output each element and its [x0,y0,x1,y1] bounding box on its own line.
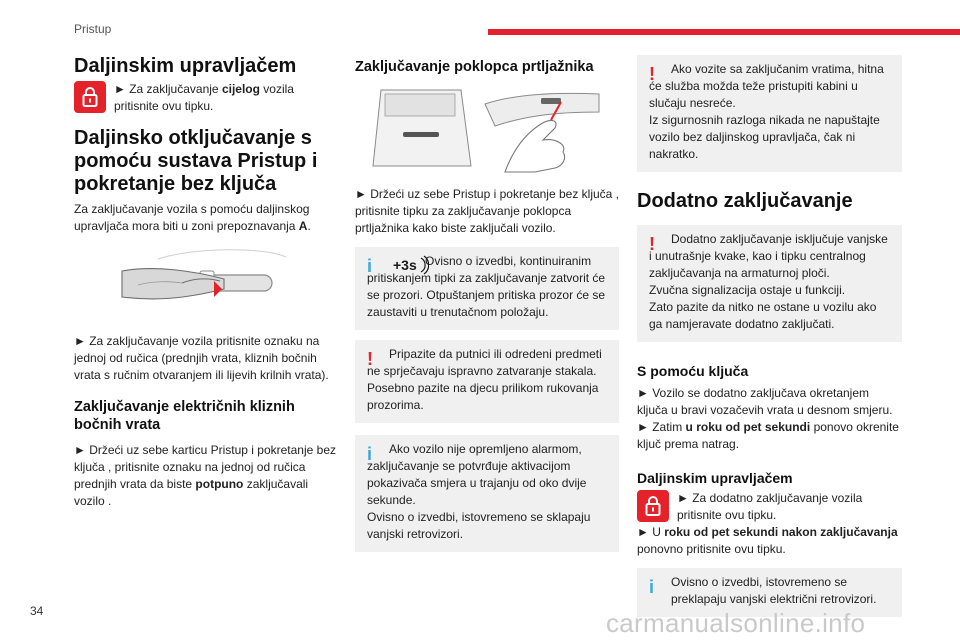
warning-deadlock-text-1: Dodatno zaključavanje isključuje vanjske i unutrašnje kvake, kao i tipku centralnog zaključavanja na armaturnoj ploči. [649,232,888,280]
padlock-icon [74,81,106,113]
warning-icon: ! [649,234,655,254]
info-icon: i [649,577,655,597]
warning-icon: ! [649,64,655,84]
remote2-paragraph-1: ► Za dodatno zaključavanje vozila pritisnite ovu tipku. [677,491,863,522]
keyless-paragraph-2: ► Za zaključavanje vozila pritisnite oznaku na jednoj od ručica (prednjih vrata, kliznih bočnih vrata s ručnim otvaranjem ili lijevih krilnih vrata). [74,334,329,382]
warning-icon: ! [367,349,373,369]
info-icon: i [367,256,373,276]
warning-box-deadlocking [637,225,902,342]
page-header: Pristup [74,22,112,36]
remote2-lock-instruction [637,490,902,524]
column-right [637,50,902,617]
heading-remote-control: Daljinskim upravljačem [74,55,297,77]
boot-lid-paragraph: ► Držeći uz sebe Pristup i pokretanje bez ključa , pritisnite tipku za zaključavanje poklopca prtljažnika kako biste zaključali vozilo. [355,187,619,235]
key-paragraph-2: ► Zatim u roku od pet sekundi ponovo okrenite ključ prema natrag. [637,420,899,451]
boot-lid-illustration [355,82,619,174]
column-middle [355,50,619,552]
info-mirrors-folding-text: Ovisno o izvedbi, istovremeno se preklapaju vanjski električni retrovizori. [671,575,877,606]
column-left [74,50,336,510]
heading-boot-lid: Zaključavanje poklopca prtljažnika [355,59,594,75]
warning-never-leave-text: Iz sigurnosnih razloga nikada ne napuštajte vozilo bez daljinskog upravljača, čak ni nakratko. [649,113,880,161]
svg-text:+3s: +3s [393,257,417,273]
door-handle-illustration [74,245,336,323]
heading-keyless: Daljinsko otključavanje s pomoću sustava Pristup i pokretanje bez ključa [74,127,318,195]
page-number: 34 [30,604,44,618]
remote-lock-text: ► Za zaključavanje cijelog vozila pritisnite ovu tipku. [114,82,294,113]
remote2-paragraph-2: ► U roku od pet sekundi nakon zaključavanja ponovno pritisnite ovu tipku. [637,525,898,556]
heading-deadlocking: Dodatno zaključavanje [637,190,853,212]
info-icon: i [367,444,373,464]
warning-deadlock-text-2: Zvučna signalizacija ostaje u funkciji. [649,283,846,297]
remote-lock-instruction [74,81,336,115]
warning-passengers-text: Pripazite da putnici ili odredeni predmeti ne sprječavaju ispravno zatvaranje stakala. [367,347,602,378]
heading-sliding-doors: Zaključavanje električnih kliznih bočnih vrata [74,399,295,433]
warning-emergency-text: Ako vozite sa zaključanim vratima, hitna će služba možda teže pristupiti kabini u slučaju nesreće. [649,62,884,110]
info-alarm-text: Ako vozilo nije opremljeno alarmom, zaključavanje se potvrđuje aktivacijom pokazivača smjera u trajanju od oko dvije sekunde. [367,442,587,507]
keyless-paragraph-1: Za zaključavanje vozila s pomoću daljinskog upravljača mora biti u zoni prepoznavanja A. [74,202,311,233]
header-accent-bar [488,29,960,35]
sliding-doors-paragraph: ► Držeći uz sebe karticu Pristup i pokretanje bez ključa , pritisnite oznaku na jednoj od ručica prednjih vrata da biste potpuno zaključavali vozilo . [74,443,336,508]
key-paragraph-1: ► Vozilo se dodatno zaključava okretanjem ključa u bravi vozačevih vrata u desnom smjeru. [637,386,893,417]
hold-3s-badge [393,254,429,281]
heading-remote-control-2: Daljinskim upravljačem [637,470,793,486]
warning-box-emergency [637,55,902,172]
warning-children-text: Posebno pazite na djecu prilikom rukovanja prozorima. [367,381,599,412]
info-box-windows [355,247,619,330]
warning-box-passengers [355,340,619,423]
info-box-alarm [355,435,619,552]
watermark: carmanualsonline.info [606,608,866,638]
info-windows-text: Ovisno o izvedbi, kontinuiranim pritiskanjem tipki za zaključavanje zatvorit će se prozori. Otpuštanjem pritiska prozor će se zaustaviti u trenutačnom položaju. [367,254,606,319]
heading-with-key: S pomoću ključa [637,363,749,379]
info-mirrors-text: Ovisno o izvedbi, istovremeno se sklapaju vanjski retrovizori. [367,510,591,541]
warning-deadlock-text-3: Zato pazite da nitko ne ostane u vozilu ako ga namjeravate dodatno zaključati. [649,300,877,331]
padlock-icon [637,490,669,522]
